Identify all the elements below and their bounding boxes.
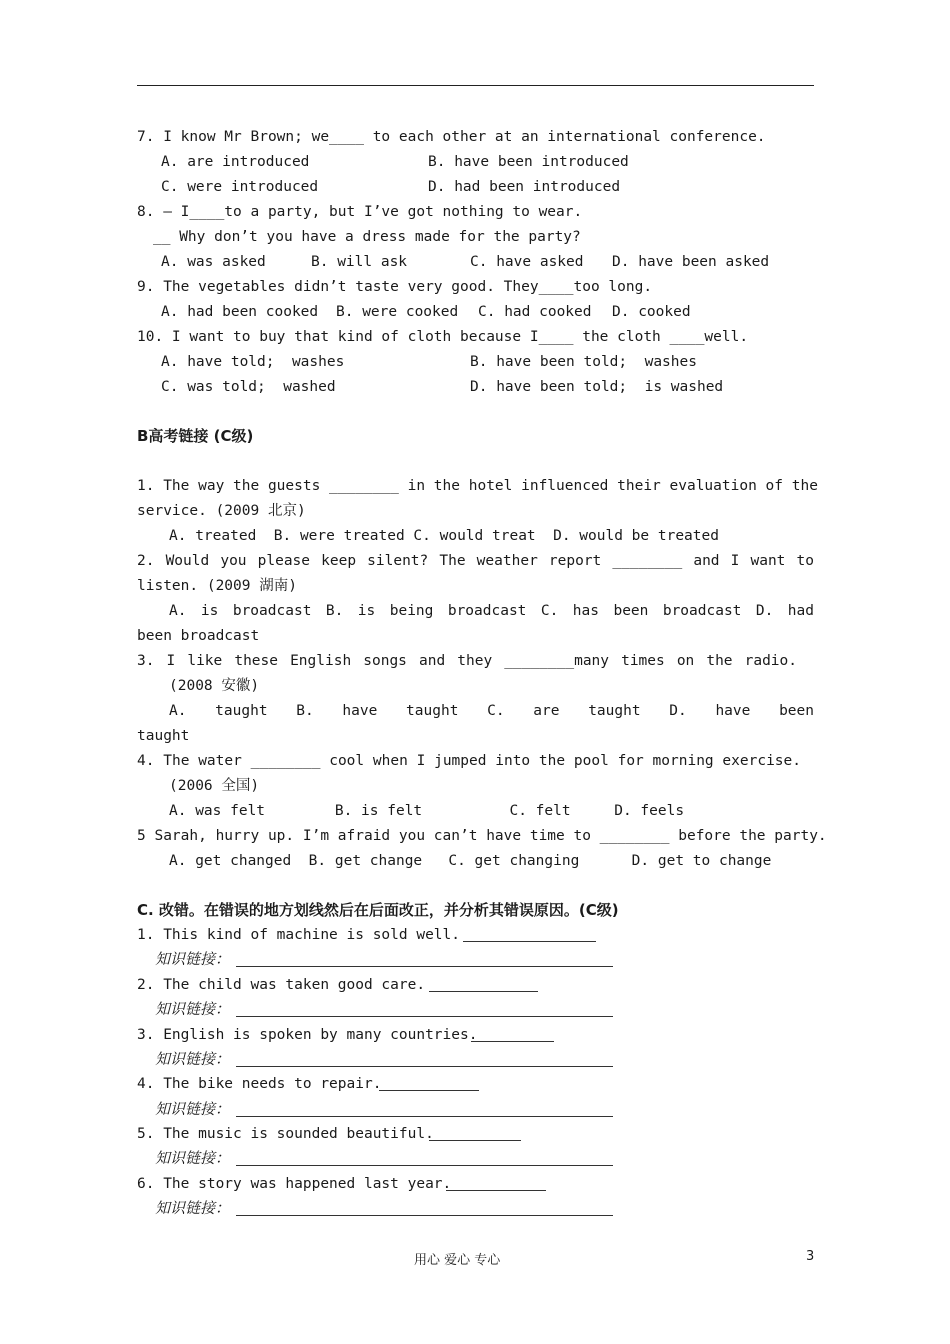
c-item-6-link-label: 知识链接：	[155, 1199, 231, 1217]
c-item-1-answer-blank[interactable]	[463, 941, 596, 942]
c-item-3-answer-blank[interactable]	[471, 1041, 554, 1042]
c-item-5-answer-blank[interactable]	[429, 1140, 521, 1141]
question-9-option-b: B. were cooked	[336, 304, 459, 320]
question-10-option-d: D. have been told; is washed	[470, 379, 724, 395]
c-item-1-link-blank[interactable]	[236, 966, 613, 967]
b-question-2-line-1: 2. Would you please keep silent? The weather report ________ and I want to	[137, 553, 814, 569]
question-10-option-c: C. was told; washed	[161, 379, 336, 395]
c-item-6-answer-blank[interactable]	[446, 1190, 546, 1191]
b-question-4-line-1: 4. The water ________ cool when I jumped into the pool for morning exercise.	[137, 753, 801, 769]
question-8-stem-reply: __ Why don’t you have a dress made for the party?	[153, 229, 581, 245]
b-question-5-line-1: 5 Sarah, hurry up. I’m afraid you can’t have time to ________ before the party.	[137, 828, 827, 844]
b-question-3-line-1: 3. I like these English songs and they ________many times on the radio.	[137, 653, 797, 669]
question-8-option-a: A. was asked	[161, 254, 266, 270]
c-item-1-link-label: 知识链接：	[155, 950, 231, 968]
b-question-1-line-2: service. (2009 北京)	[137, 503, 306, 519]
footer-motto: 用心 爱心 专心	[414, 1253, 501, 1268]
b-question-3-line-2: (2008 安徽)	[169, 678, 260, 694]
question-8-stem: 8. — I____to a party, but I’ve got nothing to wear.	[137, 204, 583, 220]
header-rule	[137, 85, 814, 86]
b-question-3-options: A. taught B. have taught C. are taught D. have been	[169, 703, 814, 719]
b-question-3-options-cont: taught	[137, 728, 190, 744]
question-7-option-c: C. were introduced	[161, 179, 319, 195]
c-item-6-link-blank[interactable]	[236, 1215, 613, 1216]
c-item-3-link-label: 知识链接：	[155, 1050, 231, 1068]
c-item-6: 6. The story was happened last year.	[137, 1176, 452, 1192]
c-item-4-link-blank[interactable]	[236, 1116, 613, 1117]
c-item-4-link-label: 知识链接：	[155, 1100, 231, 1118]
c-item-5-link-blank[interactable]	[236, 1165, 613, 1166]
c-item-2-link-blank[interactable]	[236, 1016, 613, 1017]
question-10-option-b: B. have been told; washes	[470, 354, 697, 370]
question-7-option-d: D. had been introduced	[428, 179, 621, 195]
question-8-option-d: D. have been asked	[612, 254, 770, 270]
question-7-option-a: A. are introduced	[161, 154, 310, 170]
b-question-1-line-1: 1. The way the guests ________ in the hotel influenced their evaluation of the	[137, 478, 818, 494]
section-c-heading: C. 改错。在错误的地方划线然后在后面改正，并分析其错误原因。(C级)	[137, 901, 619, 919]
question-9-option-c: C. had cooked	[478, 304, 592, 320]
c-item-2-answer-blank[interactable]	[429, 991, 538, 992]
question-10-option-a: A. have told; washes	[161, 354, 345, 370]
c-item-3: 3. English is spoken by many countries.	[137, 1027, 478, 1043]
b-question-2-line-2: listen. (2009 湖南)	[137, 578, 297, 594]
b-question-4-line-2: (2006 全国)	[169, 778, 260, 794]
c-item-2-link-label: 知识链接：	[155, 1000, 231, 1018]
page-number: 3	[806, 1249, 815, 1264]
b-question-2-options-cont: been broadcast	[137, 628, 260, 644]
b-question-4-options: A. was felt B. is felt C. felt D. feels	[169, 803, 685, 819]
b-question-5-options: A. get changed B. get change C. get changing D. get to change	[169, 853, 772, 869]
section-b-heading: B高考链接 (C级)	[137, 427, 254, 445]
c-item-5: 5. The music is sounded beautiful.	[137, 1126, 434, 1142]
question-10-stem: 10. I want to buy that kind of cloth because I____ the cloth ____well.	[137, 329, 749, 345]
c-item-5-link-label: 知识链接：	[155, 1149, 231, 1167]
c-item-4-answer-blank[interactable]	[379, 1090, 479, 1091]
c-item-1: 1. This kind of machine is sold well.	[137, 927, 461, 943]
question-8-option-c: C. have asked	[470, 254, 584, 270]
question-7-stem: 7. I know Mr Brown; we____ to each other at an international conference.	[137, 129, 766, 145]
question-9-stem: 9. The vegetables didn’t taste very good. They____too long.	[137, 279, 653, 295]
question-9-option-d: D. cooked	[612, 304, 691, 320]
c-item-3-link-blank[interactable]	[236, 1066, 613, 1067]
b-question-1-options: A. treated B. were treated C. would treat D. would be treated	[169, 528, 719, 544]
c-item-2: 2. The child was taken good care.	[137, 977, 426, 993]
question-7-option-b: B. have been introduced	[428, 154, 629, 170]
c-item-4: 4. The bike needs to repair.	[137, 1076, 382, 1092]
question-9-option-a: A. had been cooked	[161, 304, 319, 320]
question-8-option-b: B. will ask	[311, 254, 408, 270]
b-question-2-options: A. is broadcast B. is being broadcast C. has been broadcast D. had	[169, 603, 814, 619]
